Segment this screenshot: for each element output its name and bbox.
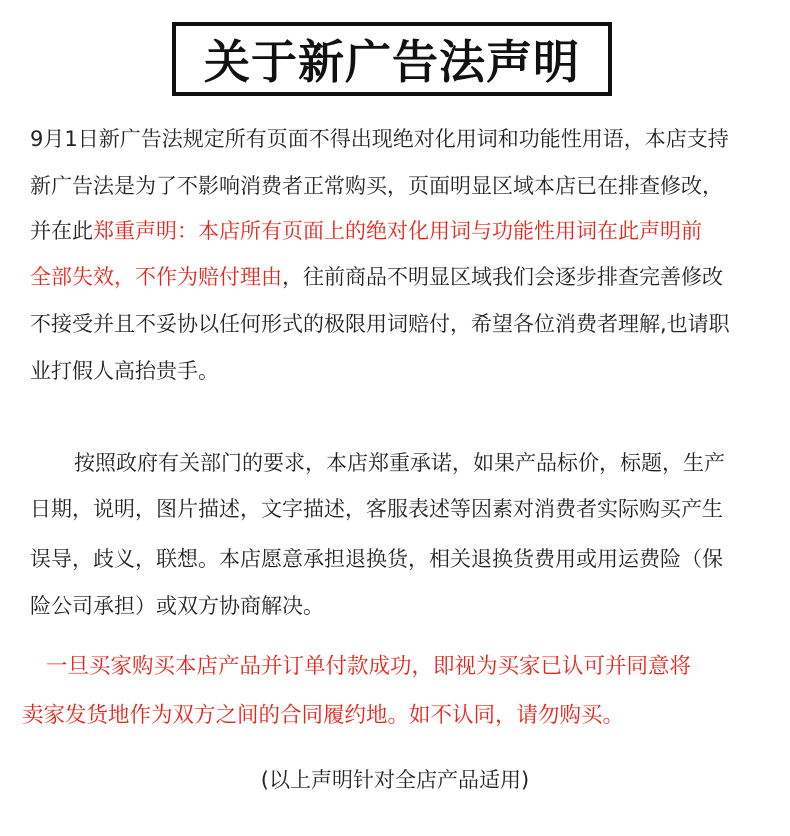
- paragraph-line: 9月1日新广告法规定所有页面不得出现绝对化用词和功能性用语，本店支持: [30, 127, 729, 151]
- footer-note: (以上声明针对全店产品适用): [260, 768, 530, 792]
- paragraph-line: 险公司承担）或双方协商解决。: [30, 594, 324, 618]
- paragraph-line: 新广告法是为了不影响消费者正常购买，页面明显区域本店已在排查修改，: [30, 174, 723, 198]
- paragraph-line: 误导，歧义，联想。本店愿意承担退换货，相关退换货费用或用运费险（保: [30, 547, 723, 571]
- paragraph-line: [30, 216, 702, 246]
- plain-text: 并在此: [30, 219, 93, 243]
- paragraph-line: 一旦买家购买本店产品并订单付款成功，即视为买家已认可并同意将: [46, 654, 692, 679]
- paragraph-line: 按照政府有关部门的要求，本店郑重承诺，如果产品标价，标题，生产: [74, 451, 725, 475]
- page-title: 关于新广告法声明: [204, 35, 580, 89]
- paragraph-line: 不接受并且不妥协以任何形式的极限用词赔付，希望各位消费者理解,也请职: [30, 312, 730, 336]
- title-box: [172, 22, 612, 96]
- highlight-text: 郑重声明：本店所有页面上的绝对化用词与功能性用词在此声明前: [93, 219, 702, 243]
- highlight-text: 全部失效，不作为赔付理由: [30, 265, 282, 289]
- paragraph-line: 日期，说明，图片描述，文字描述，客服表述等因素对消费者实际购买产生: [30, 497, 723, 521]
- paragraph-line: 卖家发货地作为双方之间的合同履约地。如不认同，请勿购买。: [22, 703, 625, 728]
- paragraph-line: [30, 262, 723, 292]
- paragraph-line: 业打假人高抬贵手。: [30, 359, 219, 383]
- plain-text: ，往前商品不明显区域我们会逐步排查完善修改: [282, 265, 723, 289]
